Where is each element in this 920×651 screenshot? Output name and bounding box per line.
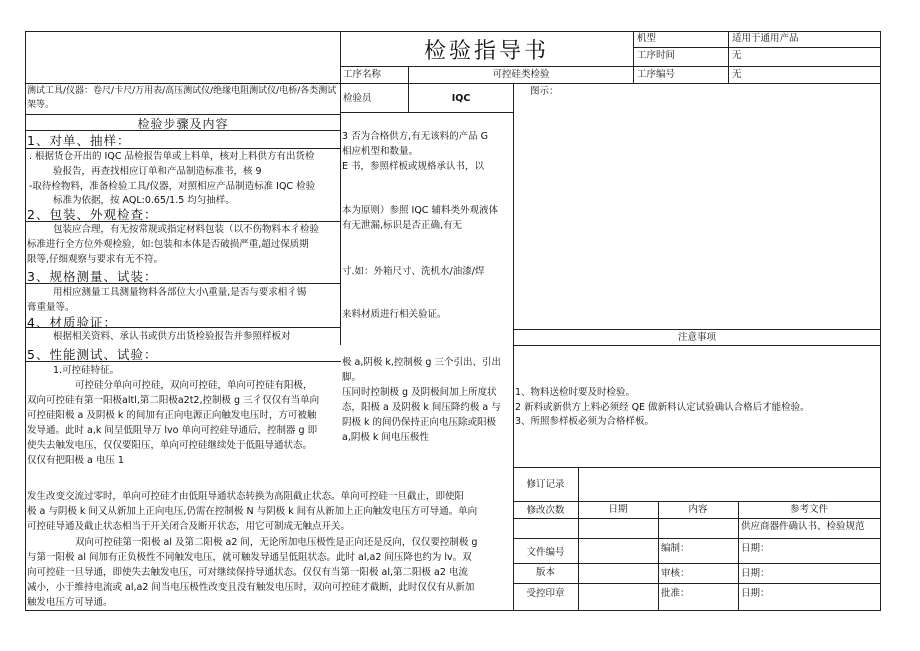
section-5-line: 仅仅有把阳极 a 电压 1 xyxy=(27,455,124,466)
model-label: 机型 xyxy=(637,33,657,44)
middle-line: 压同时控制极 g 及阴极间加上所度状 xyxy=(342,387,497,398)
process-no-label: 工序编号 xyxy=(637,69,676,80)
approve-label: 批准： xyxy=(661,588,690,599)
middle-line: 3 否为合格供方,有无该料的产品 G xyxy=(342,131,488,142)
section-2-line: 限等,仔细观察与要求有无不符。 xyxy=(27,254,164,265)
review-label: 审核： xyxy=(661,568,690,579)
revision-record-label: 修订记录 xyxy=(526,479,565,490)
tools-text: 测试工具/仪器：卷尺/卡尺/万用表/高压测试仪/绝缘电阻测试仪/电桥/各类测试架等。 xyxy=(27,86,337,110)
inspector-label: 检验员 xyxy=(343,93,372,104)
body-line: 与第一阳极 al 间加有正负极性不同触发电压，就可触发导通呈低阻状态。此时 al,a2 间压降也约为 lv。双 xyxy=(27,552,472,563)
middle-line: 脚。 xyxy=(342,372,362,383)
body-line: 可控硅导通及截止状态相当于开关闭合及断开状态，用它可制成无触点开关。 xyxy=(27,521,351,532)
process-name-label: 工序名称 xyxy=(343,69,382,80)
inspector-value: IQC xyxy=(451,93,471,104)
diagram-label: 图示： xyxy=(530,86,559,97)
middle-line: 寸.如：外箱尺寸、洗机水/油漆/焊 xyxy=(342,266,485,277)
middle-line: a,阴极 k 间电压极性 xyxy=(342,432,429,443)
section-1-line: 验报告，再查找相应订单和产品制造标准书，核 9 xyxy=(53,166,262,177)
middle-line: 阴极 k 的间仍保持正向电压除或阳极 xyxy=(342,417,497,428)
section-1-title: 1、对单、抽样： xyxy=(27,133,131,148)
body-line: 减小，小于维持电流或 al,a2 间当电压极性改变且没有触发电压时，双向可控硅才截断，此时仅仅有从新加 xyxy=(27,582,475,593)
process-time-label: 工序时间 xyxy=(637,50,676,61)
body-line: 向可控硅一旦导通，即使失去触发电压，可对继续保持导通状态。仅仅有当第一阳极 al,第二阳极 a2 电流 xyxy=(27,567,468,578)
process-time-value: 无 xyxy=(732,50,742,61)
notes-title: 注意事项 xyxy=(677,332,716,343)
doc-no-label: 文件编号 xyxy=(526,547,565,558)
middle-line: 态，阳极 a 及阴极 k 间压降约极 a 与 xyxy=(342,402,501,413)
process-no-value: 无 xyxy=(732,69,742,80)
body-line: 双向可控硅第一阳极 al 及第二阳极 a2 间，无论所加电压极性是正向还是反向，仅仅要控制极 g xyxy=(75,537,478,548)
middle-line: 有无泄漏,标识是否正确,有无 xyxy=(342,220,463,231)
section-5-line: 可控硅分单向可控硅，双向可控硅，单向可控硅有阳极， xyxy=(75,380,313,391)
section-5-title: 5、性能测试、试验： xyxy=(27,347,158,362)
revision-content-header: 内容 xyxy=(688,504,708,515)
section-5-line: 1.可控硅特征。 xyxy=(53,365,120,376)
middle-line: 极 a,阴极 k,控制极 g 三个引出、引出 xyxy=(342,357,501,368)
section-2-line: 包装应合理，有无按常规或指定材料包装（以不伤物料本彳检验 xyxy=(53,224,320,235)
section-1-line: -取待检物料，准备检验工具/仪器，对照相应产品制造标准 IQC 检验 xyxy=(29,181,316,192)
section-3-line: 膏重量等。 xyxy=(27,302,75,313)
body-line: 发生改变交流过零时，单向可控硅才由低阻导通状态转换为高阻截止状态。单向可控硅一旦截止，即使阳 xyxy=(27,491,465,502)
section-1-line: . 根据货仓开出的 IQC 品检报告单或上料单，核对上料供方有出货检 xyxy=(29,151,315,162)
middle-line: E 书，参照样板或规格承认书，以 xyxy=(342,161,485,172)
revision-date-header: 日期 xyxy=(608,504,628,515)
body-line: 触发电压方可导通。 xyxy=(27,597,113,608)
middle-line: 本为原则）参照 IQC 辅料类外观液体 xyxy=(342,205,498,216)
section-4-title: 4、材质验证： xyxy=(27,315,117,330)
section-4-line: 根据相关资料、承认书或供方出货检验报告并参照样板对 xyxy=(53,331,291,342)
body-line: 极 a 与阴极 k 间又从新加上正向电压,仍需在控制极 N 与阴极 k 间有从新加上正向触发电压方可导通。单向 xyxy=(27,506,478,517)
section-3-title: 3、规格测量、试装： xyxy=(27,269,158,284)
revision-ref-value: 供应商器件确认书、检验规范 xyxy=(741,521,865,532)
approve-date-label: 日期： xyxy=(741,588,770,599)
review-date-label: 日期： xyxy=(741,568,770,579)
section-5-line: 使失去触发电压，仅仅要阳压，单向可控硅继续处于低阻导通状态。 xyxy=(27,440,313,451)
notes-item: 2 新料或新供方上料必须经 QE 做新料认定试验确认合格后才能检验。 xyxy=(515,402,810,413)
revision-ref-header: 参考文件 xyxy=(789,504,828,515)
notes-item: 1、物料送检时要及时检验。 xyxy=(515,387,636,398)
revision-count-label: 修改次数 xyxy=(526,505,565,516)
notes-item: 3、所照参样板必须为合格样板。 xyxy=(515,416,655,427)
section-2-title: 2、包装、外观检查： xyxy=(27,207,158,222)
prepare-label: 编制： xyxy=(661,543,690,554)
section-5-line: 发导通。此时 a,k 间呈低阻导万 lvo 单向可控硅导通后，控制器 g 即 xyxy=(27,425,318,436)
version-label: 版本 xyxy=(535,567,555,578)
document-title: 检验指导书 xyxy=(424,39,550,64)
model-value: 适用于通用产品 xyxy=(732,33,799,44)
section-5-line: 可控硅阳极 a 及阴极 k 的间加有正向电源正向触发电压时，方可被触 xyxy=(27,410,317,421)
process-name-value: 可控硅类检验 xyxy=(492,69,550,80)
stamp-label: 受控印章 xyxy=(526,588,565,599)
steps-title: 检验步骤及内容 xyxy=(137,117,229,131)
section-2-line: 标准进行全方位外观检验，如:包装和本体是否破损严重,超过保质期 xyxy=(27,239,309,250)
middle-line: 相应机型和数量。 xyxy=(342,146,419,157)
section-1-line: 标准为依据，按 AQL:0.65/1.5 均匀抽样。 xyxy=(53,195,235,206)
prepare-date-label: 日期： xyxy=(741,543,770,554)
section-5-line: 双向可控硅有第一阳极altl,第二阳极a2t2,控制极 g 三彳仅仅有当单向 xyxy=(27,395,320,406)
section-3-line: 用相应测量工具测量物料各部位大小\重量,是否与要求相彳锡 xyxy=(53,287,307,298)
middle-line: 来料材质进行相关验证。 xyxy=(342,309,447,320)
